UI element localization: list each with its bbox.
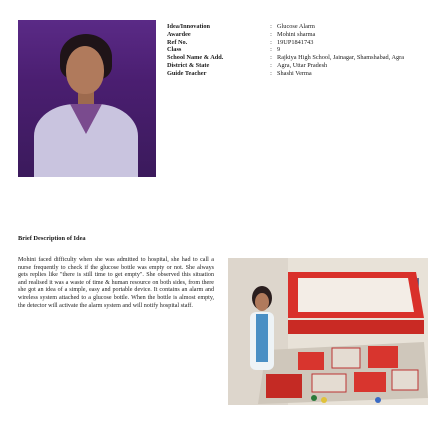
detail-separator: :	[270, 61, 272, 69]
detail-label: School Name & Add.	[167, 54, 224, 62]
detail-separator: :	[270, 54, 272, 62]
detail-row-class	[167, 46, 435, 54]
detail-row-guide	[167, 70, 435, 78]
section-title: Brief Description of Idea	[18, 235, 86, 242]
detail-row-awardee	[167, 31, 435, 39]
detail-value: 19UP1841743	[277, 38, 314, 46]
detail-separator: :	[270, 69, 272, 77]
project-photo-illustration	[228, 258, 428, 405]
detail-label: Awardee	[167, 30, 191, 38]
photo-collar	[70, 104, 102, 134]
detail-value: Shashi Verma	[277, 69, 312, 77]
detail-value: Mohini sharma	[277, 30, 316, 38]
idea-description: Mohini faced difficulty when she was admitted to hospital, she had to call a nurse frequently to check if the glucose bottle was empty or not. She always gets replies like "there is still time to get empty". She observed this situation and realised it was a waste of time & human resource on both sides, from there she got an idea of a simple, easy and portable device. It contains an alarm and wireless system attached to a glucose bottle. When the bottle is almost empty, the detector will activate the alarm system and will notify hospital staff.	[18, 257, 214, 309]
detail-row-school	[167, 54, 435, 62]
project-photo	[228, 258, 428, 405]
detail-value: Agra, Uttar Pradesh	[277, 61, 328, 69]
detail-value: Rajkiya High School, Jainagar, Shamshabad, Agra	[277, 54, 405, 62]
awardee-photo	[18, 20, 156, 177]
details-table	[167, 23, 435, 78]
detail-label: Guide Teacher	[167, 69, 207, 77]
detail-row-idea	[167, 23, 435, 31]
detail-row-district	[167, 62, 435, 70]
detail-separator: :	[270, 38, 272, 46]
detail-separator: :	[270, 30, 272, 38]
detail-value: Glucose Alarm	[277, 23, 315, 30]
detail-separator: :	[270, 46, 272, 54]
detail-label: District & State	[167, 61, 210, 69]
detail-label: Idea/Innovation	[167, 23, 211, 30]
detail-separator: :	[270, 23, 272, 30]
detail-value: 9	[277, 46, 281, 54]
detail-label: Ref No.	[167, 38, 188, 46]
detail-row-ref	[167, 39, 435, 47]
detail-label: Class	[167, 46, 182, 54]
photo-face	[66, 46, 104, 94]
